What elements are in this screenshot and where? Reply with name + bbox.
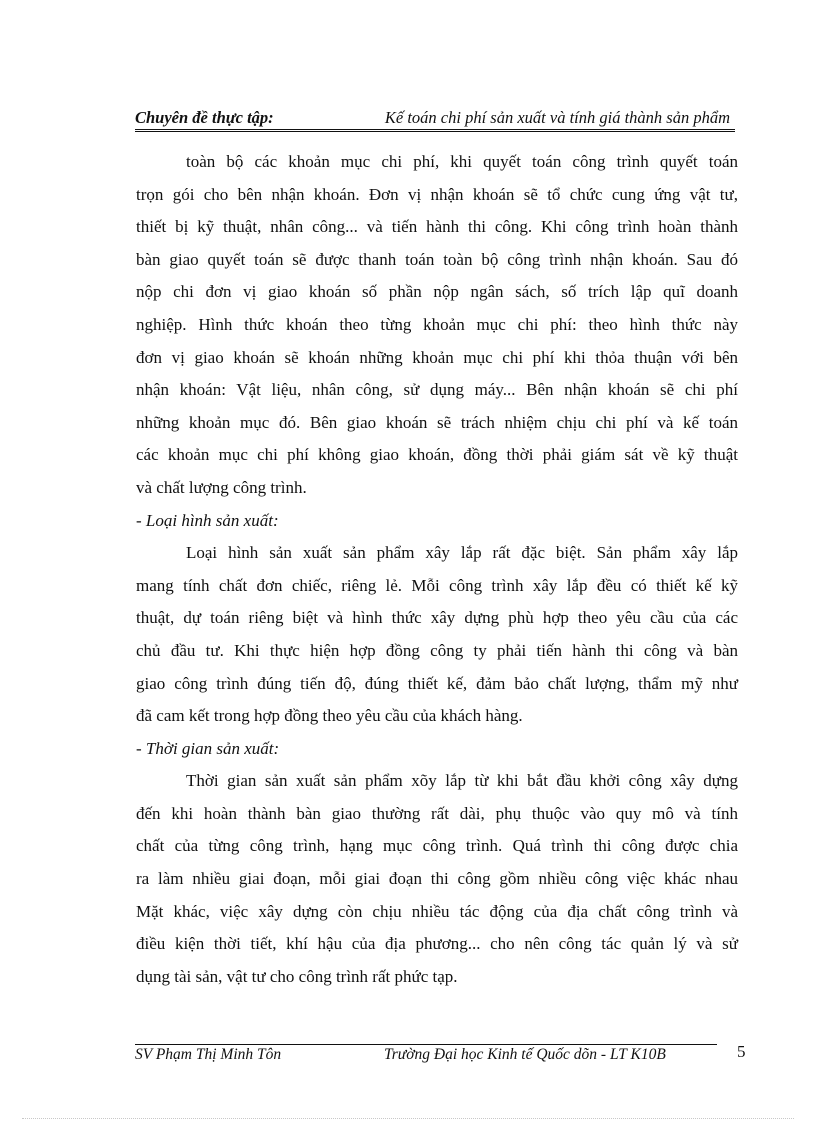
text-line: toàn bộ các khoản mục chi phí, khi quyết toán công trình quyết toán: [186, 152, 738, 171]
text-line: mang tính chất đơn chiếc, riêng lẻ. Mỗi công trình xây lắp đều có thiết kế kỹ: [136, 575, 738, 595]
text-line: các khoản mục chi phí không giao khoán, đồng thời phải giám sát về kỹ thuật: [136, 445, 738, 465]
section-heading-production-time: - Thời gian sản xuất:: [136, 738, 280, 758]
page-bottom-border: [22, 1118, 794, 1119]
text-line: ra làm nhiều giai đoạn, mỗi giai đoạn thi công gồm nhiều công việc khác nhau: [136, 869, 738, 889]
text-line: bàn giao quyết toán sẽ được thanh toán toàn bộ công trình nhận khoán. Sau đó: [136, 249, 738, 269]
footer-author: SV Phạm Thị Minh Tôn: [135, 1046, 282, 1063]
text-line: đến khi hoàn thành bàn giao thường rất dài, phụ thuộc vào quy mô và tính: [136, 803, 738, 823]
text-line: Loại hình sản xuất sản phẩm xây lắp rất đặc biệt. Sản phẩm xây lắp: [186, 543, 738, 563]
page-number: 5: [737, 1042, 746, 1061]
text-line: trọn gói cho bên nhận khoán. Đơn vị nhận khoán sẽ tổ chức cung ứng vật tư,: [136, 184, 738, 204]
footer-school: Trường Đại học Kinh tế Quốc dõn - LT K10B: [384, 1046, 666, 1063]
text-line: thuật, dự toán riêng biệt và hình thức xây dựng phù hợp theo yêu cầu của các: [136, 608, 738, 628]
text-line: đơn vị giao khoán sẽ khoán những khoản mục chi phí khi thỏa thuận với bên: [136, 347, 738, 367]
header-report-title: Kế toán chi phí sản xuất và tính giá thành sản phẩm: [384, 108, 730, 127]
page-footer: [135, 1042, 755, 1070]
text-line: chủ đầu tư. Khi thực hiện hợp đồng công ty phải tiến hành thi công và bàn: [136, 640, 738, 660]
text-line: nhận khoán: Vật liệu, nhân công, sử dụng máy... Bên nhận khoán sẽ chi phí: [136, 380, 738, 400]
header-divider: [135, 129, 735, 132]
text-line: điều kiện thời tiết, khí hậu của địa phương... cho nên công tác quản lý và sử: [136, 934, 738, 954]
text-line: chất của từng công trình, hạng mục công trình. Quá trình thi công được chia: [136, 836, 738, 856]
text-line: đã cam kết trong hợp đồng theo yêu cầu của khách hàng.: [136, 706, 523, 726]
text-line: và chất lượng công trình.: [136, 477, 307, 497]
text-line: Mặt khác, việc xây dựng còn chịu nhiều tác động của địa chất công trình và: [136, 901, 738, 921]
document-body: [136, 146, 738, 993]
text-line: Thời gian sản xuất sản phẩm xõy lắp từ khi bắt đầu khởi công xây dựng: [186, 771, 738, 791]
text-line: giao công trình đúng tiến độ, đúng thiết kế, đảm bảo chất lượng, thẩm mỹ như: [136, 673, 738, 693]
section-heading-production-type: - Loại hình sản xuất:: [136, 510, 279, 530]
footer-divider: [135, 1044, 717, 1045]
text-line: nghiệp. Hình thức khoán theo từng khoản mục chi phí: theo hình thức này: [136, 314, 738, 334]
text-line: những khoản mục đó. Bên giao khoán sẽ trách nhiệm chịu chi phí và kế toán: [136, 412, 738, 432]
header-report-type: Chuyên đề thực tập:: [135, 108, 274, 127]
text-line: thiết bị kỹ thuật, nhân công... và tiến hành thi công. Khi công trình hoàn thành: [136, 217, 738, 237]
text-line: dụng tài sản, vật tư cho công trình rất phức tạp.: [136, 966, 458, 986]
text-line: nộp chi đơn vị giao khoán số phần nộp ngân sách, số trích lập quĩ doanh: [136, 282, 738, 302]
